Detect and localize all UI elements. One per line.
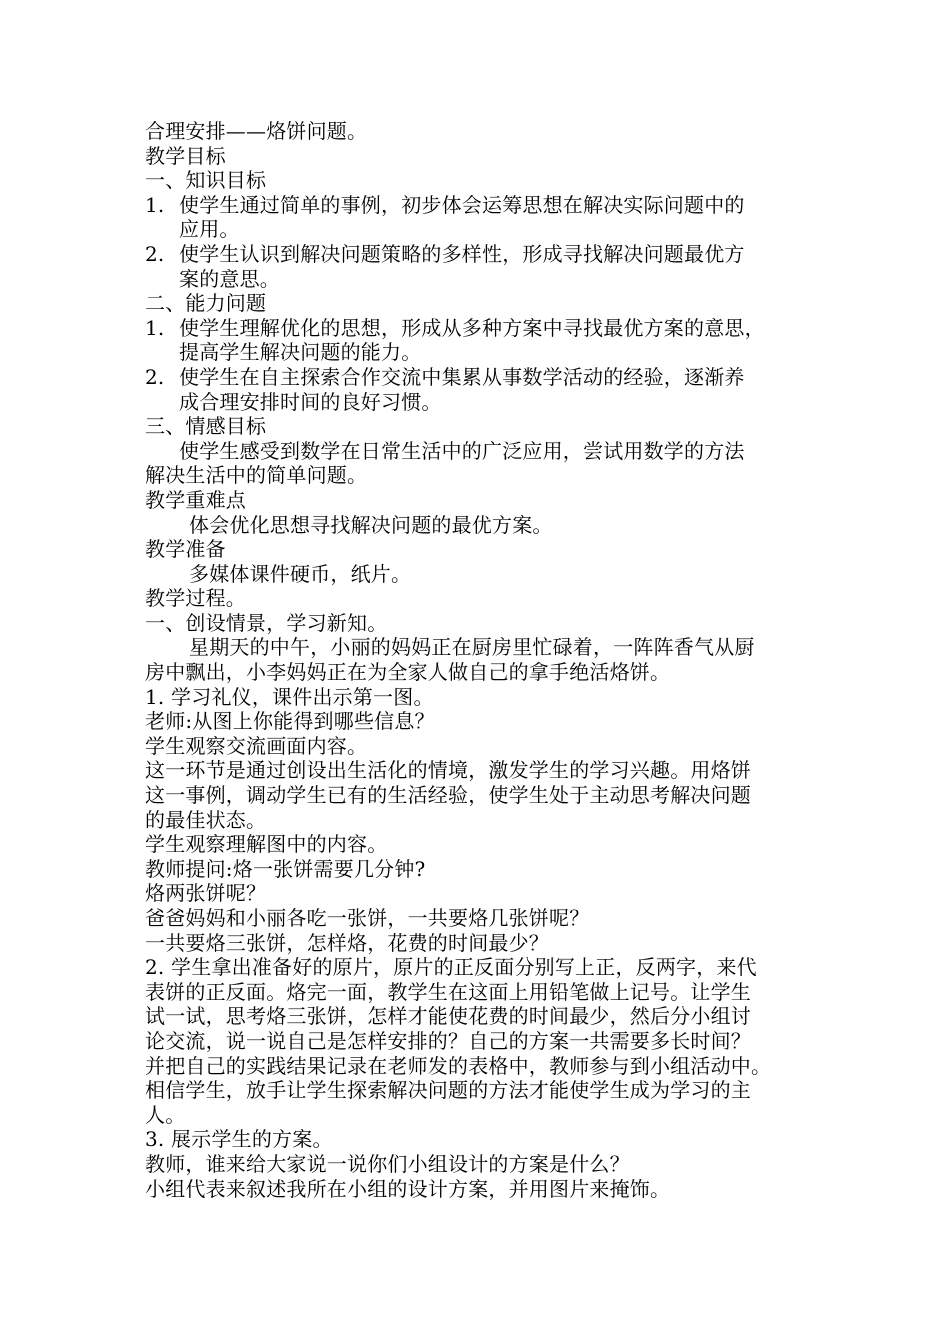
list-number: 2.: [145, 241, 165, 266]
subheading-step-one: 一、创设情景，学习新知。: [145, 610, 388, 635]
subheading-emotion: 三、情感目标: [145, 414, 267, 439]
paragraph-line: 教师提问:烙一张饼需要几分钟?: [145, 856, 426, 881]
paragraph-line: 烙两张饼呢？: [145, 881, 267, 906]
list-item: [145, 365, 830, 390]
paragraph-line: 1. 学习礼仪，课件出示第一图。: [145, 684, 434, 709]
subheading-ability: 二、能力问题: [145, 291, 267, 316]
section-heading-key-points: 教学重难点: [145, 487, 246, 512]
list-number: 1.: [145, 315, 165, 340]
paragraph-line: 2. 学生拿出准备好的原片，原片的正反面分别写上正，反两字，来代: [145, 955, 757, 980]
subheading-knowledge: 一、知识目标: [145, 168, 267, 193]
list-text-continued: 提高学生解决问题的能力。: [179, 340, 422, 365]
paragraph-line: 的最佳状态。: [145, 807, 267, 832]
paragraph-line: 老师:从图上你能得到哪些信息？: [145, 709, 435, 734]
paragraph-line: 这一环节是通过创设出生活化的情境，激发学生的学习兴趣。用烙饼: [145, 758, 751, 783]
document-title: 合理安排——烙饼问题。: [145, 119, 368, 143]
paragraph-line: 并把自己的实践结果记录在老师发的表格中，教师参与到小组活动中。: [145, 1053, 772, 1078]
section-heading-process: 教学过程。: [145, 586, 246, 611]
paragraph-line: 体会优化思想寻找解决问题的最优方案。: [189, 512, 553, 537]
paragraph-line: 使学生感受到数学在日常生活中的广泛应用，尝试用数学的方法: [179, 438, 745, 463]
list-text-continued: 案的意思。: [179, 266, 280, 291]
paragraph-line: 这一事例，调动学生已有的生活经验，使学生处于主动思考解决问题: [145, 783, 751, 808]
list-text: 使学生认识到解决问题策略的多样性，形成寻找解决问题最优方: [179, 241, 745, 266]
paragraph-line: 房中飘出，小李妈妈正在为全家人做自己的拿手绝活烙饼。: [145, 660, 671, 685]
list-text: 使学生理解优化的思想，形成从多种方案中寻找最优方案的意思，: [179, 315, 765, 340]
list-text-continued: 应用。: [179, 217, 240, 242]
list-item: [145, 193, 830, 218]
paragraph-line: 相信学生，放手让学生探索解决问题的方法才能使学生成为学习的主: [145, 1078, 751, 1103]
paragraph-line: 学生观察理解图中的内容。: [145, 832, 388, 857]
paragraph-line: 星期天的中午，小丽的妈妈正在厨房里忙碌着，一阵阵香气从厨: [189, 635, 755, 660]
list-item: [145, 242, 830, 267]
paragraph-line: 解决生活中的简单问题。: [145, 463, 368, 488]
paragraph-line: 表饼的正反面。烙完一面，教学生在这面上用铅笔做上记号。让学生: [145, 979, 751, 1004]
list-text: 使学生通过简单的事例，初步体会运筹思想在解决实际问题中的: [179, 192, 745, 217]
paragraph-line: 多媒体课件硬币，纸片。: [189, 561, 412, 586]
paragraph-line: 学生观察交流画面内容。: [145, 733, 368, 758]
list-item: [145, 316, 830, 341]
paragraph-line: 小组代表来叙述我所在小组的设计方案，并用图片来掩饰。: [145, 1176, 671, 1201]
paragraph-line: 人。: [145, 1102, 186, 1127]
paragraph-line: 一共要烙三张饼，怎样烙，花费的时间最少？: [145, 930, 549, 955]
section-heading-goals: 教学目标: [145, 143, 226, 168]
list-text: 使学生在自主探索合作交流中集累从事数学活动的经验，逐渐养: [179, 364, 745, 389]
paragraph-line: 试一试，思考烙三张饼，怎样才能使花费的时间最少，然后分小组讨: [145, 1004, 751, 1029]
paragraph-line: 3. 展示学生的方案。: [145, 1127, 333, 1152]
paragraph-line: 论交流，说一说自己是怎样安排的？自己的方案一共需要多长时间？: [145, 1028, 751, 1053]
paragraph-line: 爸爸妈妈和小丽各吃一张饼，一共要烙几张饼呢？: [145, 906, 590, 930]
list-number: 2.: [145, 364, 165, 389]
section-heading-preparation: 教学准备: [145, 537, 226, 562]
list-text-continued: 成合理安排时间的良好习惯。: [179, 389, 442, 414]
paragraph-line: 教师，谁来给大家说一说你们小组设计的方案是什么？: [145, 1151, 630, 1176]
list-number: 1.: [145, 192, 165, 217]
